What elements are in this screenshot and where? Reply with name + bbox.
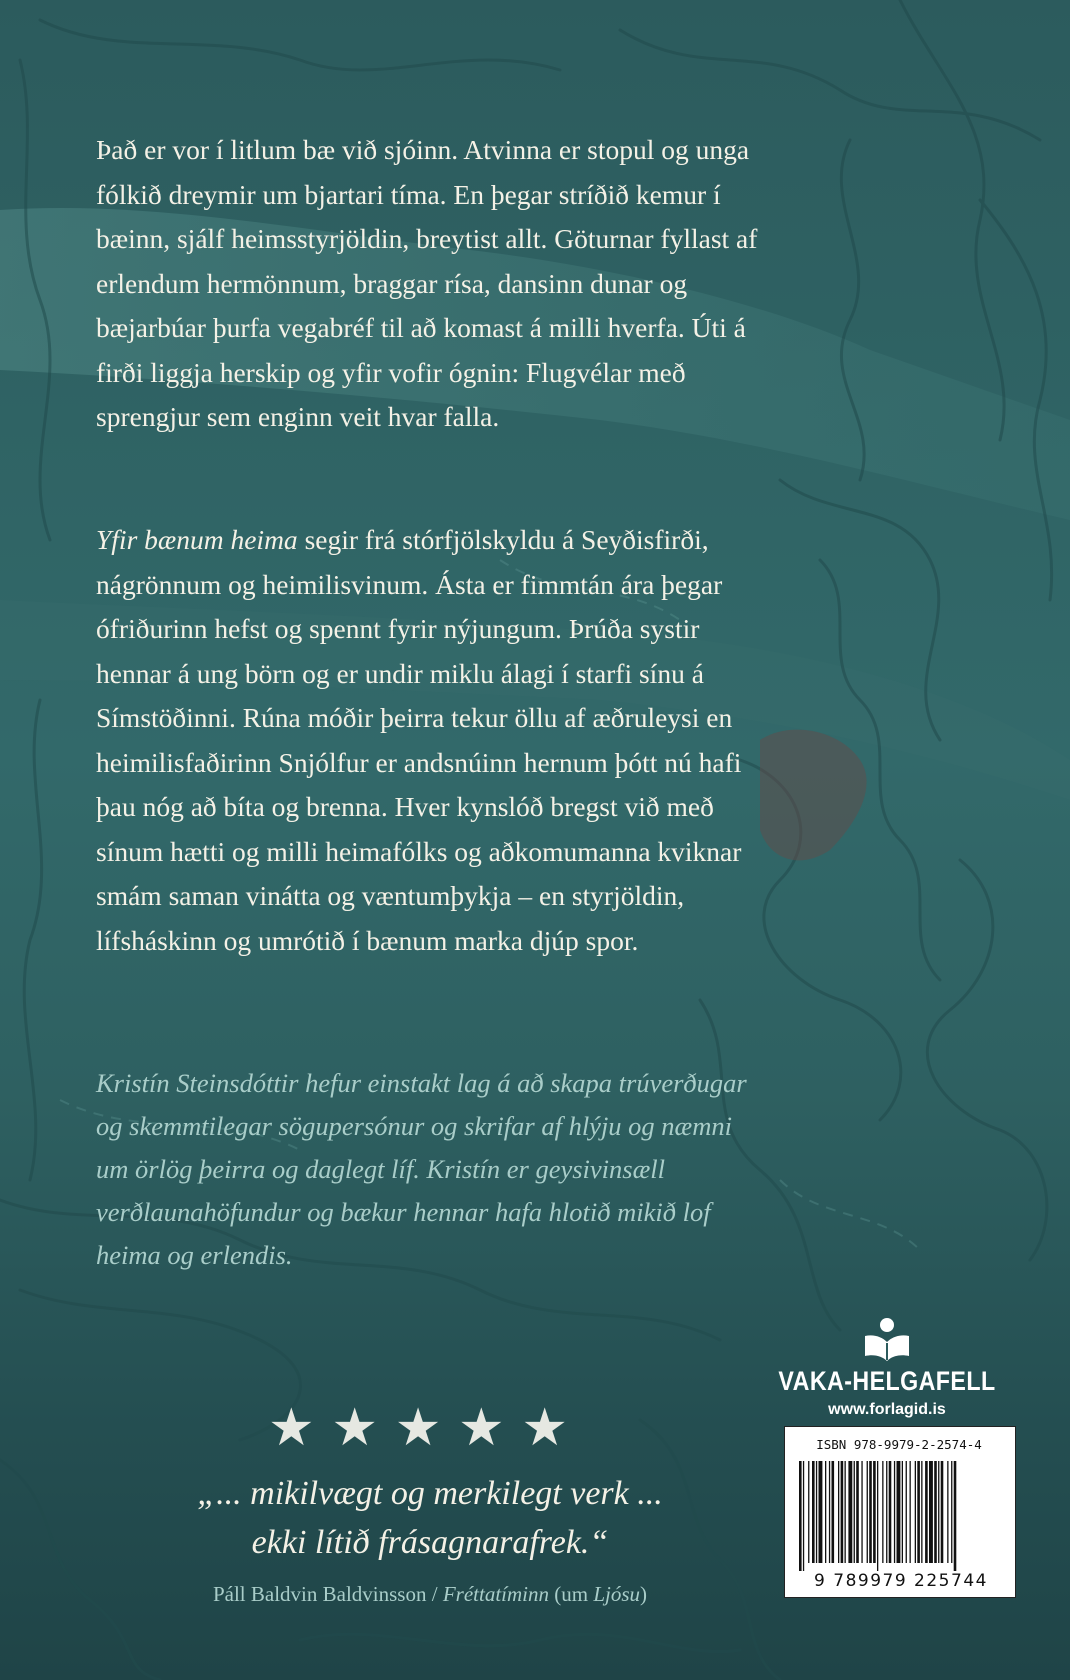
attribution-note-open: (um [549,1582,594,1606]
barcode-bar [856,1461,859,1563]
barcode-bar [816,1461,817,1563]
barcode-bar [845,1461,846,1563]
barcode-bar [877,1461,878,1571]
star-icon: ★ [521,1398,568,1458]
referenced-book: Ljósu [593,1582,641,1606]
barcode-bar [938,1461,939,1563]
barcode-bar [799,1461,802,1571]
barcode-bar [925,1461,928,1563]
barcode-bar [954,1461,957,1571]
barcode-bars [799,1461,1001,1571]
barcode-bar [841,1461,844,1563]
author-note: Kristín Steinsdóttir hefur einstakt lag á að skapa trúverðugar og skemmtilegar sögupersónur og skrifar af hlýju og næmni um örlög þeirra og daglegt líf. Kristín er geysivinsæll verðlaunahöfundur og bækur hennar hafa hlotið mikið lof heima og erlendis. [96,1068,747,1270]
barcode-bar [917,1461,920,1563]
blurb-paragraph-2 [96,518,766,963]
publisher-block [752,1316,1022,1419]
review-attribution [130,1582,730,1607]
star-icon: ★ [458,1398,505,1458]
barcode-bar [829,1461,830,1563]
barcode-bar [812,1461,815,1563]
barcode-bar [854,1461,855,1563]
barcode-bar [889,1461,892,1563]
blurb-paragraph-1 [96,128,766,440]
barcode-bar [906,1461,907,1563]
barcode-bar [915,1461,916,1563]
barcode-bar [867,1461,868,1563]
publisher-name: VAKA-HELGAFELL [778,1366,996,1396]
open-book-reader-icon [862,1316,912,1362]
barcode-bar [819,1461,823,1563]
barcode-bar [894,1461,895,1563]
barcode-bar [869,1461,872,1563]
barcode-bar [910,1461,911,1563]
barcode-bar [803,1461,804,1571]
barcode-bar [886,1461,887,1563]
barcode-bar [832,1461,835,1563]
barcode-bar [941,1461,944,1563]
star-icon: ★ [268,1398,315,1458]
barcode-bar [929,1461,933,1563]
star-rating [268,1398,568,1458]
book-title-inline: Yfir bænum heima [96,524,298,555]
barcode-bar [848,1461,852,1563]
star-icon: ★ [331,1398,378,1458]
reviewer-name: Páll Baldvin Baldvinsson [212,1582,427,1606]
barcode-digits: 9 789979 225744 [814,1571,988,1591]
review-quote-line-1: „... mikilvægt og merkilegt verk ... [197,1475,663,1512]
blurb-paragraph-2-body: segir frá stórfjölskyldu á Seyðisfirði, nágrönnum og heimilisvinum. Ásta er fimmtán ára þegar ófriðurinn hefst og spennt fyrir nýjungum. Þrúða systir hennar á ung börn og er undir miklu álagi í starfi sínu á Símstöðinni. Rúna móðir þeirra tekur öllu af æðruleysi en heimilisfaðirinn Snjólfur er andsnúinn hernum þótt nú hafi þau nóg að bíta og brenna. Hver kynslóð bregst við með sínum hætti og milli heimafólks og aðkomumanna kviknar smám saman vinátta og væntumþykja – en styrjöldin, lífsháskinn og umrótið í bænum marka djúp spor. [96,524,742,956]
barcode-bar [861,1461,862,1563]
barcode-bar [838,1461,839,1563]
isbn-label: ISBN 978-9979-2-2574-4 [816,1437,982,1452]
barcode-bar [882,1461,883,1563]
barcode-bar [902,1461,903,1563]
star-icon: ★ [394,1398,442,1458]
barcode-bar [825,1461,826,1563]
barcode-bar [921,1461,922,1563]
blurb-paragraph-2-text [96,518,766,963]
barcode-bar [808,1461,809,1563]
publisher-url: www.forlagid.is [828,1401,946,1418]
publication-name: Fréttatíminn [442,1582,549,1606]
barcode-bar [934,1461,937,1563]
review-quote-line-2: ekki lítið frásagnarafrek.“ [251,1524,609,1561]
barcode-bar [951,1461,952,1563]
isbn-barcode [784,1426,1016,1598]
barcode-bar [897,1461,901,1563]
barcode-bar [947,1461,948,1563]
attribution-separator: / [426,1582,443,1606]
barcode-bar [873,1461,876,1563]
blurb-paragraph-1-text: Það er vor í litlum bæ við sjóinn. Atvinna er stopul og unga fólkið dreymir um bjartari tíma. En þegar stríðið kemur í bæinn, sjálf heimsstyrjöldin, breytist allt. Göturnar fyllast af erlendum hermönnum, braggar rísa, dansinn dunar og bæjarbúar þurfa vegabréf til að komast á milli hverfa. Úti á firði liggja herskip og yfir vofir ógnin: Flugvélar með sprengjur sem enginn veit hvar falla. [96,134,758,432]
attribution-note-close: ) [640,1582,648,1606]
